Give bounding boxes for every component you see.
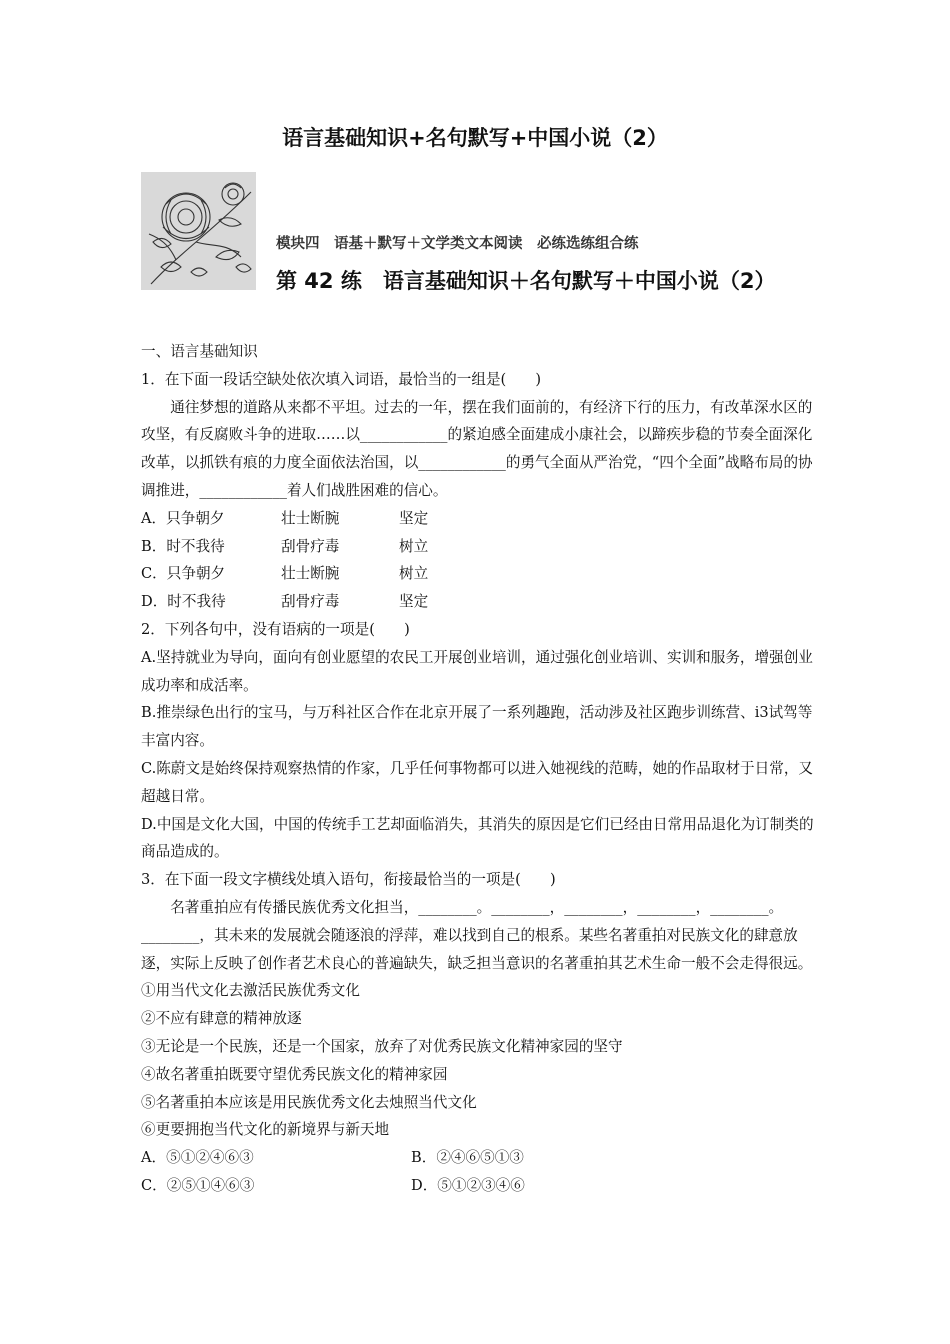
question-2-option-a[interactable]: A.坚持就业为导向，面向有创业愿望的农民工开展创业培训，通过强化创业培训、实训和服务，增强创业成功率和成活率。: [141, 648, 813, 694]
peony-illustration: [141, 172, 256, 290]
page-title: 语言基础知识+名句默写+中国小说（2）: [282, 126, 668, 150]
question-3-option-d[interactable]: D．⑤①②③④⑥: [411, 1176, 525, 1194]
question-1-option-a[interactable]: A．只争朝夕 壮士断腕 坚定: [141, 509, 429, 527]
question-3-item-6: ⑥更要拥抱当代文化的新境界与新天地: [141, 1121, 390, 1139]
question-3-stem: 3．在下面一段文字横线处填入语句，衔接最恰当的一项是( ): [141, 871, 556, 889]
exercise-content: [141, 338, 816, 1200]
flower-drawing-icon: [141, 172, 256, 290]
question-2-stem: 2．下列各句中，没有语病的一项是( ): [141, 620, 410, 638]
banner-title: 第 42 练 语言基础知识＋名句默写＋中国小说（2）: [276, 269, 776, 293]
question-3-option-c[interactable]: C．②⑤①④⑥③: [141, 1176, 255, 1194]
question-3-options-row-2: [141, 1172, 816, 1200]
question-1-option-d[interactable]: D．时不我待 刮骨疗毒 坚定: [141, 593, 429, 611]
question-1-option-b[interactable]: B．时不我待 刮骨疗毒 树立: [141, 537, 429, 555]
question-3-option-b[interactable]: B．②④⑥⑤①③: [411, 1149, 524, 1167]
question-3-item-5: ⑤名著重拍本应该是用民族优秀文化去烛照当代文化: [141, 1093, 477, 1111]
question-3-item-1: ①用当代文化去激活民族优秀文化: [141, 982, 360, 1000]
question-2-option-c[interactable]: C.陈蔚文是始终保持观察热情的作家，几乎任何事物都可以进入她视线的范畴，她的作品取材于日常，又超越日常。: [141, 759, 814, 805]
question-2-option-d[interactable]: D.中国是文化大国，中国的传统手工艺却面临消失，其消失的原因是它们已经由日常用品退化为订制类的商品造成的。: [141, 815, 814, 861]
question-1-stem: 1．在下面一段话空缺处依次填入词语，最恰当的一组是( ): [141, 370, 542, 388]
section-heading: 一、语言基础知识: [141, 343, 258, 360]
question-3-options-row-1: [141, 1144, 816, 1172]
banner-subtitle: 模块四 语基＋默写＋文学类文本阅读 必练选练组合练: [276, 236, 639, 252]
question-1-option-c[interactable]: C．只争朝夕 壮士断腕 树立: [141, 565, 429, 583]
question-3-item-3: ③无论是一个民族，还是一个国家，放弃了对优秀民族文化精神家园的坚守: [141, 1037, 623, 1055]
question-3-item-4: ④故名著重拍既要守望优秀民族文化的精神家园: [141, 1065, 448, 1083]
question-2-option-b[interactable]: B.推崇绿色出行的宝马，与万科社区合作在北京开展了一系列趣跑，活动涉及社区跑步训练营、i3试驾等丰富内容。: [141, 704, 813, 750]
question-3-item-2: ②不应有肆意的精神放逐: [141, 1010, 302, 1028]
question-3-option-a[interactable]: A．⑤①②④⑥③: [141, 1149, 254, 1167]
question-3-passage: 名著重拍应有传播民族优秀文化担当，________。________，________，________，________。________，其未来的发展就会随逐浪的浮萍，难以找到自己的根系。某些名著重拍对民族文化的肆意放逐，实际上反映了创作者艺术良心的普遍缺失，缺乏担当意识的名著重拍其艺术生命一般不会走得很远。: [141, 898, 813, 972]
question-1-passage: 通往梦想的道路从来都不平坦。过去的一年，摆在我们面前的，有经济下行的压力，有改革深水区的攻坚，有反腐败斗争的进取……以____________的紧迫感全面建成小康社会，以蹄疾步稳的节奏全面深化改革，以抓铁有痕的力度全面依法治国，以____________的勇气全面从严治党，“四个全面”战略布局的协调推进，____________着人们战胜困难的信心。: [141, 398, 813, 499]
